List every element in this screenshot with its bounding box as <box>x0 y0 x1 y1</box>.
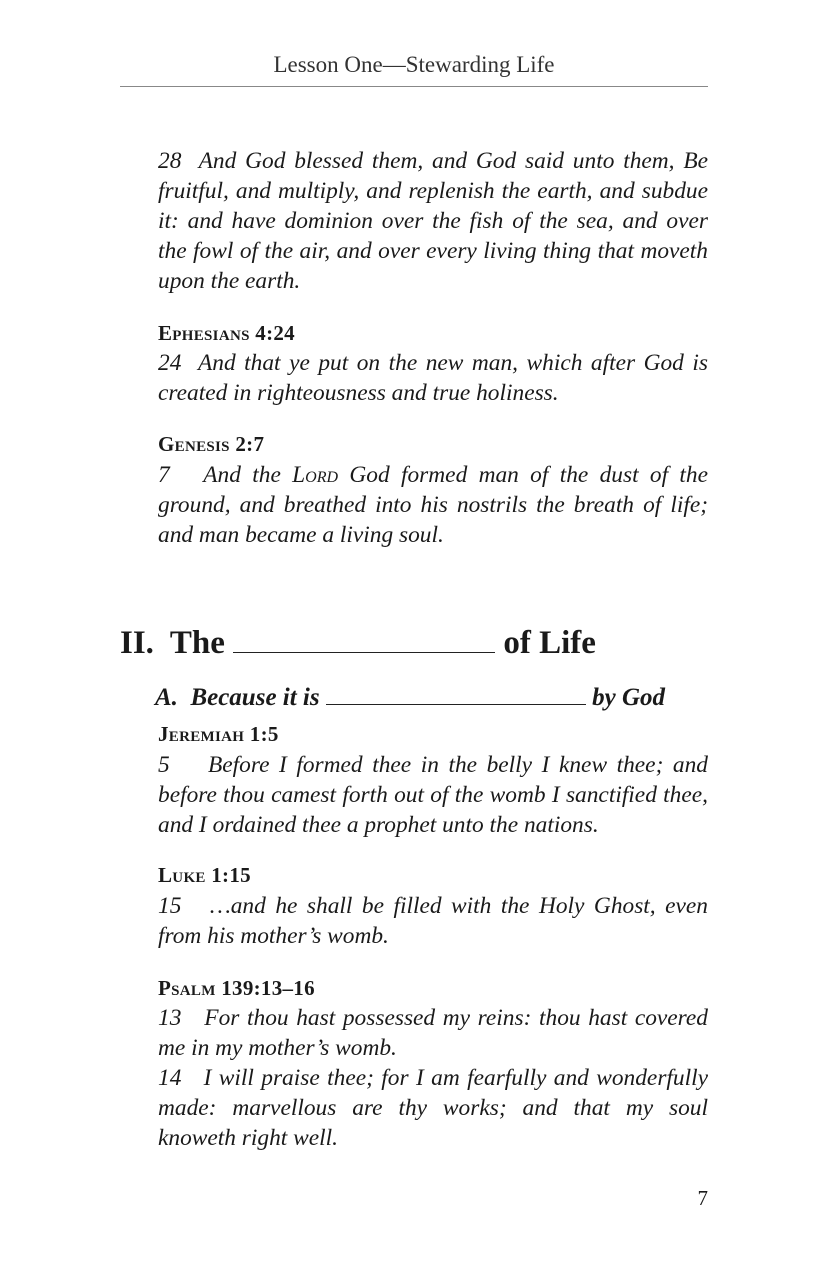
fill-in-blank[interactable] <box>233 622 495 653</box>
subsection-letter: A. <box>155 684 178 711</box>
verse-psalm-139-14 <box>158 1063 708 1153</box>
verse-text: …and he shall be filled with the Holy Ghost, even from his mother’s womb. <box>158 893 709 949</box>
section-numeral: II. <box>120 625 154 661</box>
subsection-heading-a <box>155 678 665 712</box>
verse-genesis-2-7 <box>158 460 708 550</box>
verse-number: 28 <box>158 148 182 174</box>
verse-ephesians-4-24 <box>158 348 708 408</box>
verse-number: 15 <box>158 893 182 919</box>
verse-text: I will praise thee; for I am fearfully and wonderfully made: marvellous are thy works; and that my soul knoweth right well. <box>158 1065 708 1151</box>
verse-text: For thou hast possessed my reins: thou hast covered me in my mother’s womb. <box>158 1005 708 1061</box>
lord-small-caps: Lord <box>292 462 339 488</box>
verse-number: 7 <box>158 462 170 488</box>
reference-genesis-2-7: Genesis 2:7 <box>158 432 265 456</box>
verse-number: 5 <box>158 752 170 778</box>
fill-in-blank[interactable] <box>326 678 586 705</box>
section-heading-ii <box>120 622 596 662</box>
header-rule <box>120 86 708 87</box>
section-text-start: The <box>169 625 225 661</box>
verse-number: 13 <box>158 1005 182 1031</box>
page-number: 7 <box>697 1186 708 1210</box>
running-head: Lesson One—Stewarding Life <box>273 52 555 77</box>
verse-jeremiah-1-5 <box>158 750 708 840</box>
verse-text: Before I formed thee in the belly I knew thee; and before thou camest forth out of the womb I sanctified thee, and I ordained thee a prophet unto the nations. <box>158 752 709 838</box>
verse-text: And God blessed them, and God said unto them, Be fruitful, and multiply, and replenish the earth, and subdue it: and have dominion over the fish of the sea, and over the fowl of the air, and over every living thing that moveth upon the earth. <box>158 148 708 294</box>
verse-number: 24 <box>158 350 182 376</box>
reference-psalm: Psalm 139:13–16 <box>158 976 315 1000</box>
verse-text-start: And the <box>203 462 281 488</box>
reference-luke: Luke 1:15 <box>158 863 251 887</box>
verse-text: And that ye put on the new man, which after God is created in righteousness and true holiness. <box>158 350 708 406</box>
subsection-text-start: Because it is <box>190 684 320 711</box>
verse-number: 14 <box>158 1065 182 1091</box>
reference-ephesians: Ephesians 4:24 <box>158 321 295 345</box>
verse-genesis-1-28 <box>158 146 708 296</box>
section-text-end: of Life <box>503 625 596 661</box>
verse-luke-1-15 <box>158 891 708 951</box>
verse-psalm-139-13 <box>158 1003 708 1063</box>
subsection-text-end: by God <box>592 684 666 711</box>
verse-text-end: God formed man of the dust of the ground, and breathed into his nostrils the breath of life; and man became a living soul. <box>158 462 708 548</box>
reference-jeremiah: Jeremiah 1:5 <box>158 722 279 746</box>
